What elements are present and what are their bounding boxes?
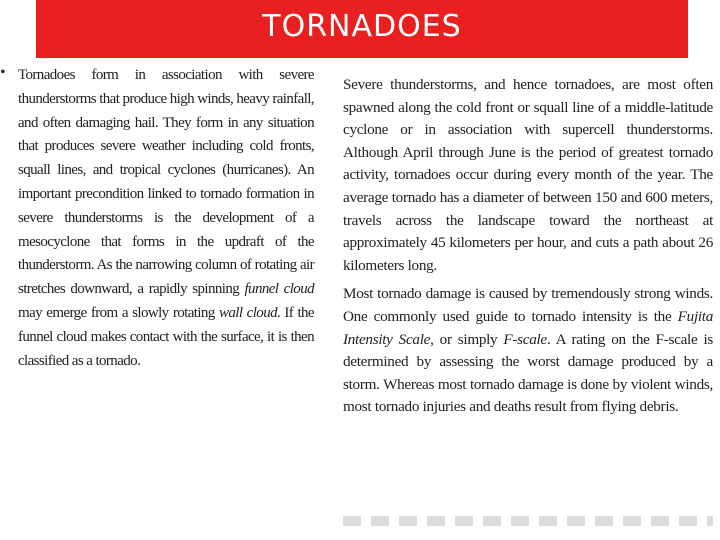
left-text-part-1: Tornadoes form in association with severe thunderstorms that produce high winds, heavy rainfall, and often damaging hail. They form in any situation that produces severe weather including cold fronts, squall lines, and tropical cyclones (hurricanes). An important precondition linked to tornado formation in severe thunderstorms is the development of a mesocyclone that forms in the updraft of the thunderstorm. As the narrowing column of rotating air stretches downward, a rapidly spinning	[18, 67, 314, 298]
title-banner	[36, 0, 688, 58]
left-text-part-3: . If the funnel cloud makes contact with the surface, it is then classified as a tornado.	[18, 304, 314, 369]
right-text-column	[343, 74, 713, 425]
bullet-marker: •	[0, 64, 6, 81]
cut-off-text-line	[343, 516, 713, 526]
right-paragraph-2-part-a: Most tornado damage is caused by tremendously strong winds. One commonly used guide to tornado intensity is the	[343, 285, 713, 325]
right-paragraph-2-part-b: , or simply	[430, 330, 504, 348]
right-paragraph-1: Severe thunderstorms, and hence tornadoes, are most often spawned along the cold front or squall line of a middle-latitude cyclone or in association with supercell thunderstorms. Although April through June is the period of greatest tornado activity, tornadoes occur during every month of the year. The average tornado has a diameter of between 150 and 600 meters, travels across the landscape toward the northeast at approximately 45 kilometers per hour, and cuts a path about 26 kilometers long.	[343, 76, 713, 274]
right-paragraph-2	[343, 283, 713, 419]
funnel-cloud-term: funnel cloud	[244, 281, 315, 298]
slide-title: TORNADOES	[262, 9, 462, 44]
f-scale-term: F-scale	[503, 330, 547, 348]
right-paragraph-2-part-c: . A rating on the F-scale is determined by assessing the worst damage produced by a storm. Whereas most tornado damage is done by violent winds, most tornado injuries and deaths result from flying debris.	[343, 330, 714, 416]
left-text-column	[18, 64, 314, 373]
left-text-part-2: may emerge from a slowly rotating	[18, 304, 219, 321]
fujita-scale-term: Fujita Intensity Scale	[343, 307, 713, 348]
wall-cloud-term: wall cloud	[218, 304, 277, 321]
